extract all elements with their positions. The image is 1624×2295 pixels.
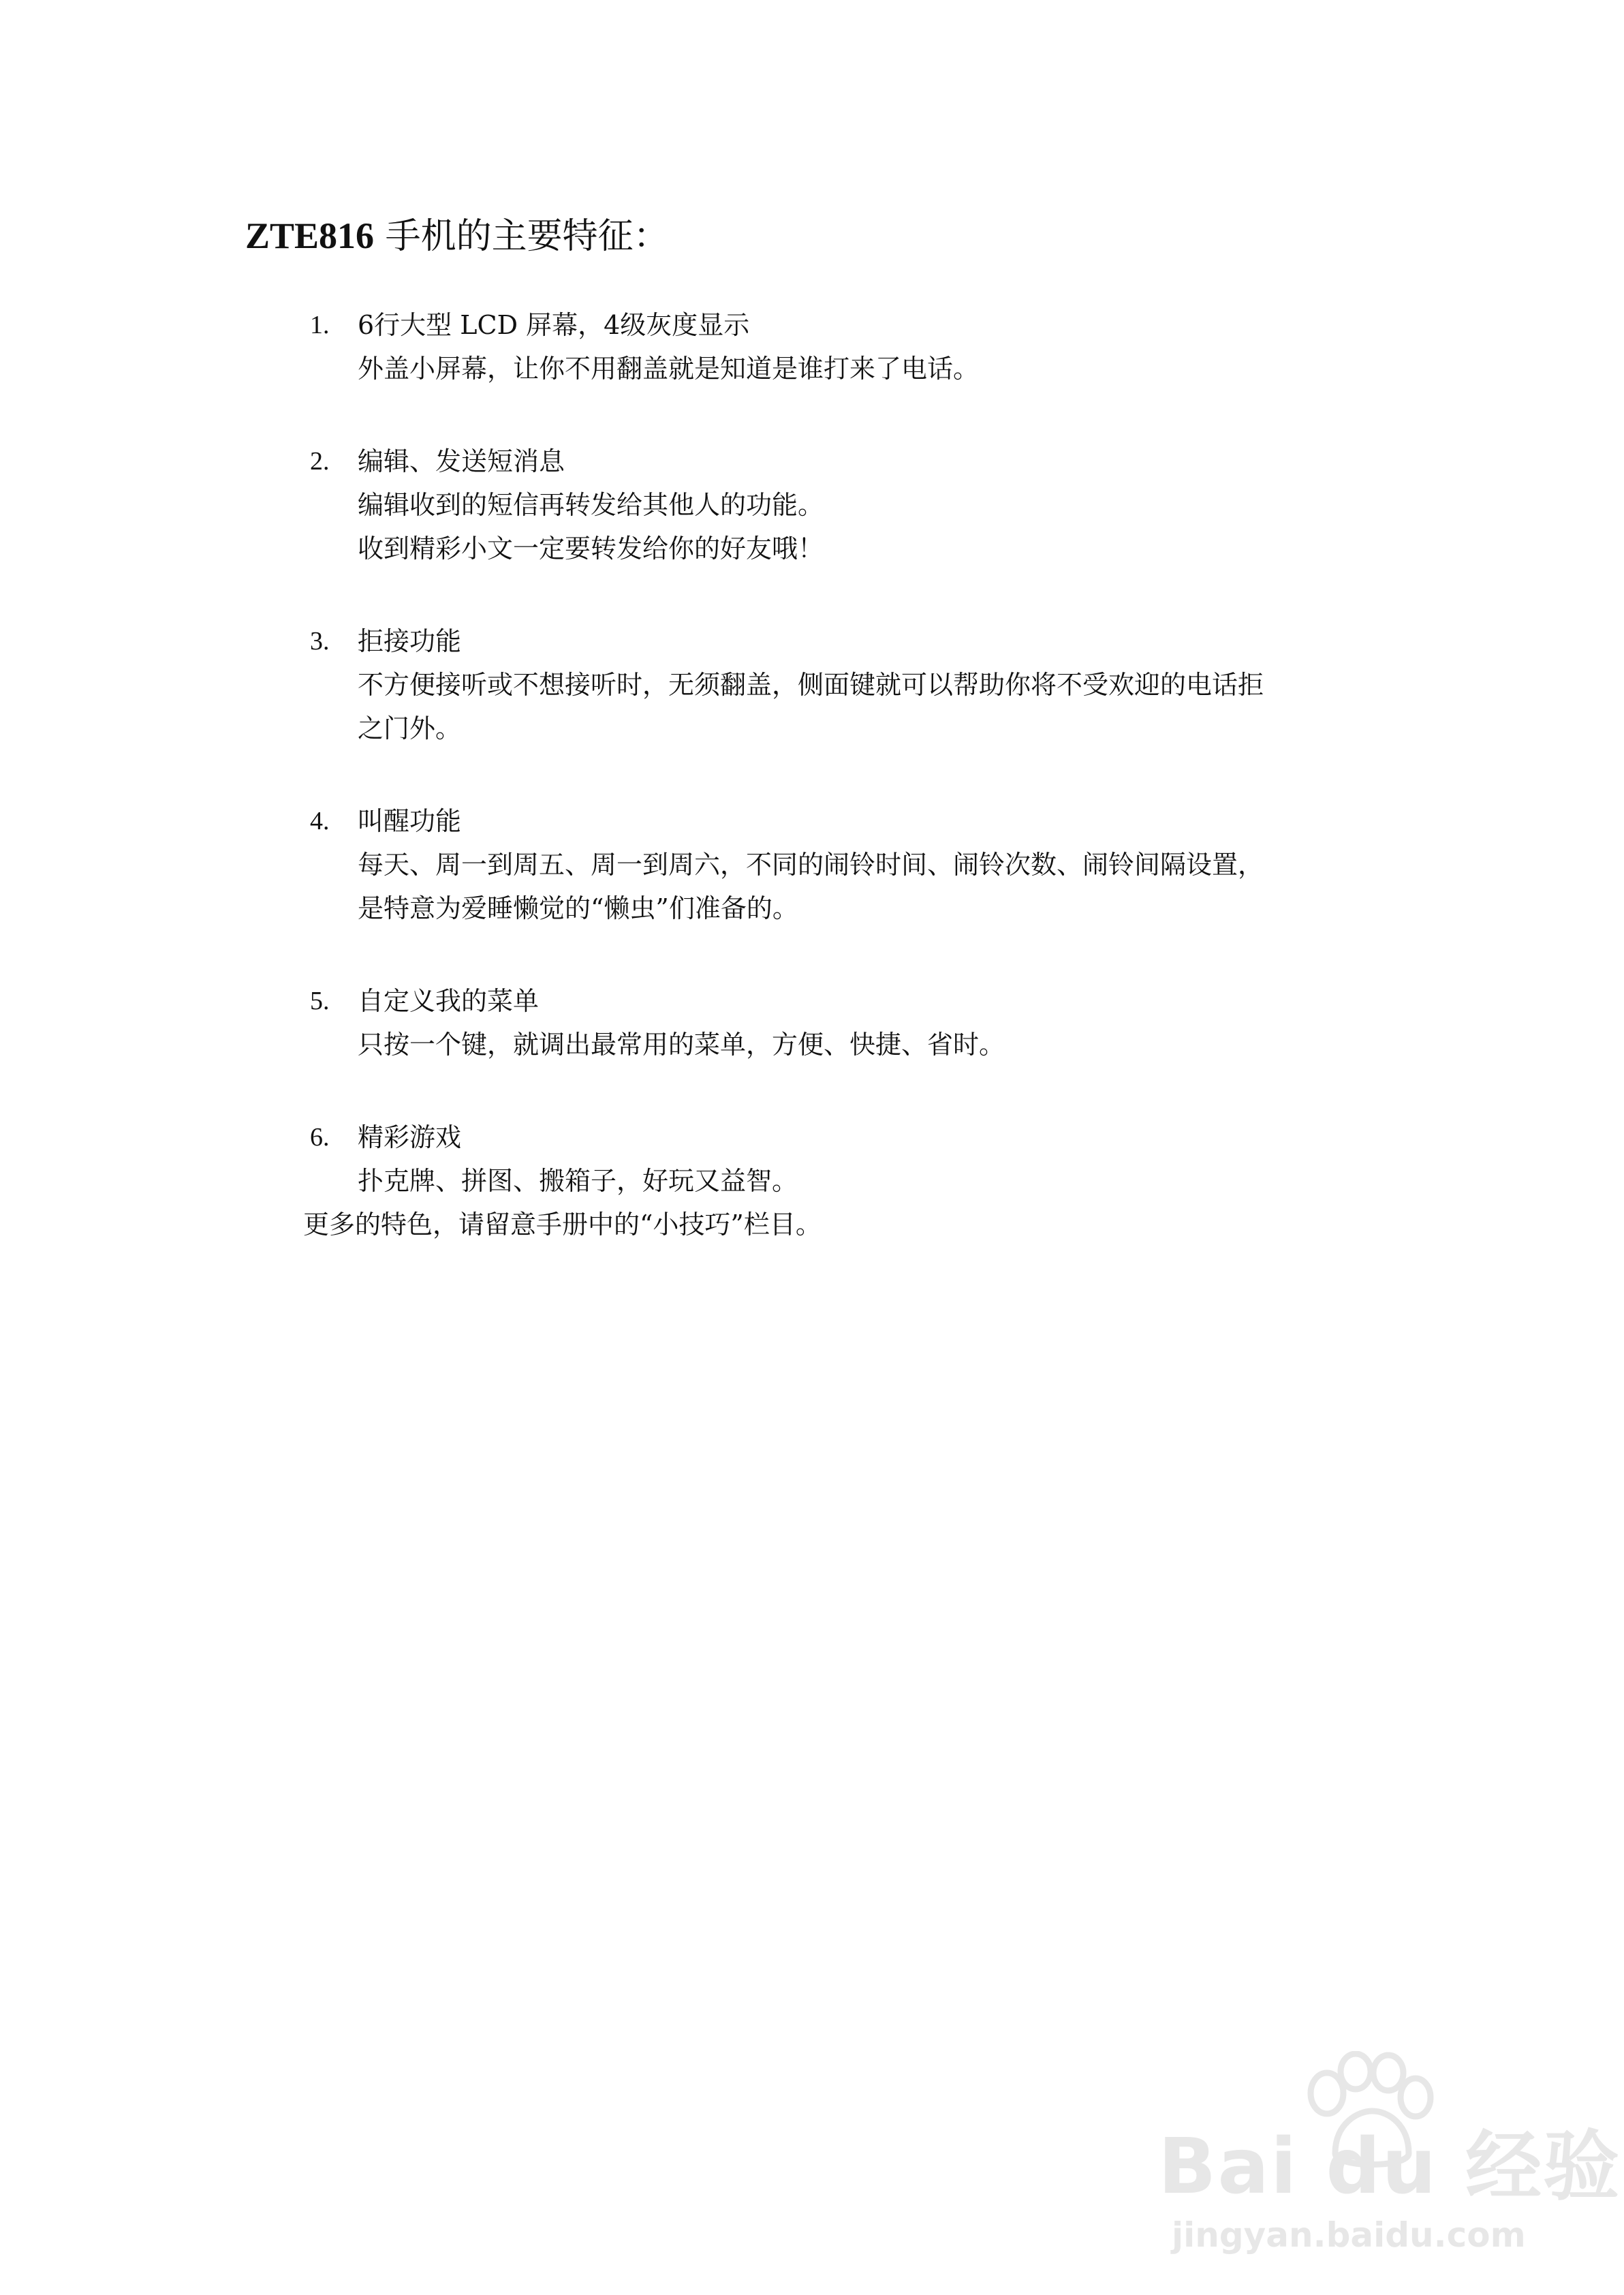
feature-item-3 [310,619,1414,750]
page-title [245,211,669,261]
watermark-url: jingyan.baidu.com [1172,2215,1526,2255]
feature-line: 之门外。 [358,713,462,743]
feature-title: 6行大型 LCD 屏幕，4级灰度显示 [358,310,750,340]
feature-description [358,663,1414,750]
feature-line: 收到精彩小文一定要转发给你的好友哦！ [358,534,824,564]
baidu-watermark [1158,2051,1621,2255]
feature-number: 2. [310,447,330,476]
feature-item-1 [310,303,1414,390]
feature-title: 精彩游戏 [358,1122,462,1152]
feature-description [358,483,1414,570]
feature-number: 5. [310,987,330,1015]
feature-description [358,1159,1414,1203]
feature-item-4 [310,799,1414,930]
feature-number: 3. [310,627,330,656]
title-model: ZTE816 [245,215,375,256]
feature-line: 每天、周一到周五、周一到周六，不同的闹铃时间、闹铃次数、闹铃间隔设置， [358,850,1264,880]
feature-line: 编辑收到的短信再转发给其他人的功能。 [358,490,824,520]
feature-line: 外盖小屏幕，让你不用翻盖就是知道是谁打来了电话。 [358,354,980,384]
feature-line: 不方便接听或不想接听时，无须翻盖，侧面键就可以帮助你将不受欢迎的电话拒 [358,670,1264,700]
title-text: 手机的主要特征： [385,216,669,257]
feature-number: 1. [310,311,330,339]
feature-line: 只按一个键，就调出最常用的菜单，方便、快捷、省时。 [358,1030,1005,1060]
feature-title: 自定义我的菜单 [358,986,540,1016]
feature-list [310,303,1414,1252]
feature-item-5 [310,979,1414,1066]
watermark-brand: Bai du 经验 [1158,2123,1621,2211]
feature-item-2 [310,440,1414,570]
feature-description [358,347,1414,390]
feature-number: 4. [310,807,330,835]
feature-title: 编辑、发送短消息 [358,446,565,476]
feature-title: 拒接功能 [358,626,462,656]
feature-description [358,843,1414,930]
feature-number: 6. [310,1123,330,1152]
feature-line: 扑克牌、拼图、搬箱子，好玩又益智。 [358,1166,798,1196]
feature-item-6 [310,1115,1414,1203]
feature-line: 是特意为爱睡懒觉的“懒虫”们准备的。 [358,893,798,923]
feature-title: 叫醒功能 [358,806,462,836]
feature-description [358,1023,1414,1066]
footer-note: 更多的特色，请留意手册中的“小技巧”栏目。 [303,1210,822,1239]
